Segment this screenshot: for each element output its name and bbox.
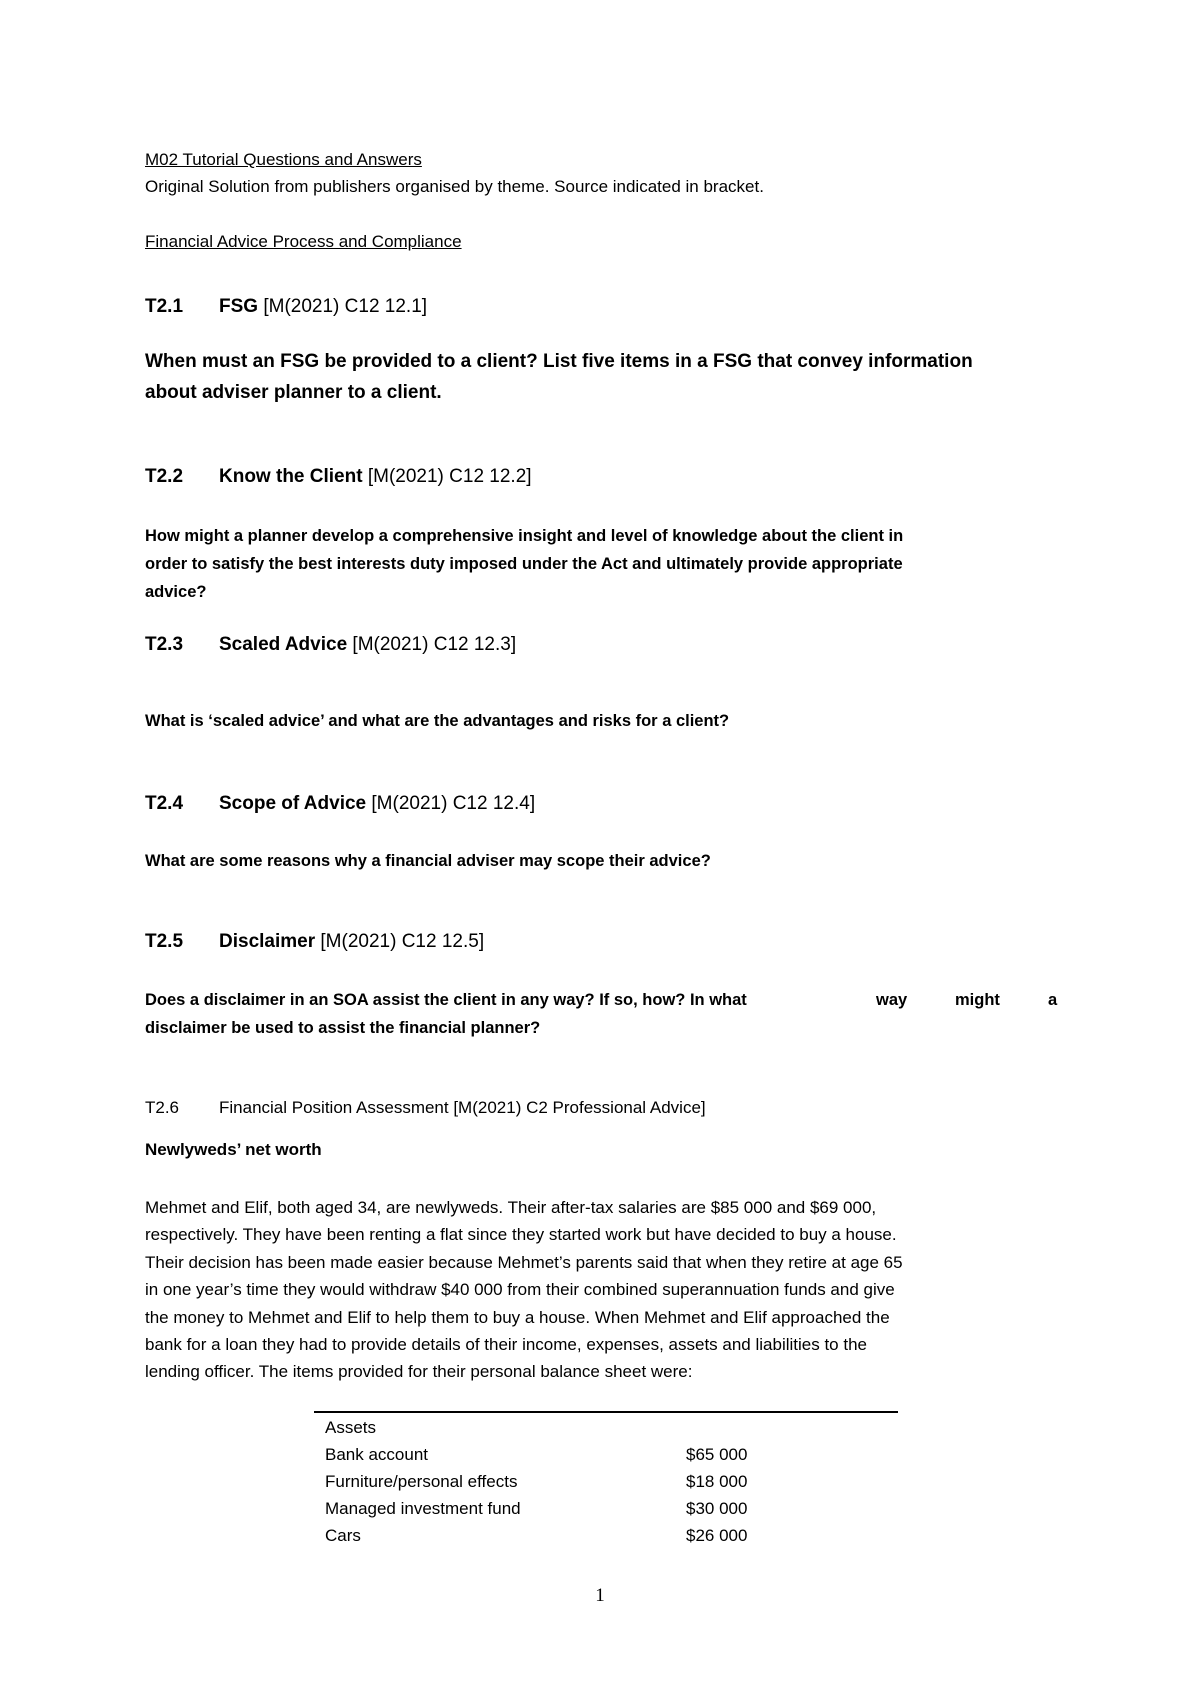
- q5-word: might: [955, 991, 1000, 1009]
- q4-source: [M(2021) C12 12.4]: [371, 793, 536, 814]
- q1-source: [M(2021) C12 12.1]: [263, 296, 428, 317]
- section-heading: Financial Advice Process and Compliance: [145, 232, 462, 251]
- q3-number: T2.3: [145, 634, 184, 655]
- q5-word: a: [1048, 991, 1058, 1009]
- paragraph-line: Their decision has been made easier because Mehmet’s parents said that when they retire at age 65: [145, 1252, 903, 1272]
- q3-source: [M(2021) C12 12.3]: [352, 634, 517, 655]
- q2-number: T2.2: [145, 466, 184, 487]
- table-row-amount: $26 000: [686, 1526, 748, 1545]
- q5-number: T2.5: [145, 931, 184, 952]
- q4-text: What are some reasons why a financial adviser may scope their advice?: [145, 852, 711, 870]
- q5-word: way: [876, 991, 908, 1009]
- q1-line: When must an FSG be provided to a client? List five items in a FSG that convey information: [145, 351, 973, 372]
- q3-title: [219, 634, 516, 656]
- q3-title-bold: Scaled Advice: [219, 634, 348, 655]
- table-row-amount: $18 000: [686, 1472, 748, 1491]
- paragraph-line: bank for a loan they had to provide details of their income, expenses, assets and liabilities to the: [145, 1335, 867, 1355]
- q1-line: about adviser planner to a client.: [145, 382, 442, 403]
- table-heading: Assets: [325, 1418, 377, 1437]
- q5-line: Does a disclaimer in an SOA assist the client in any way? If so, how? In what: [145, 991, 747, 1009]
- paragraph-line: the money to Mehmet and Elif to help them to buy a house. When Mehmet and Elif approached the: [145, 1307, 890, 1327]
- q1-number: T2.1: [145, 296, 184, 317]
- doc-subtitle: Original Solution from publishers organised by theme. Source indicated in bracket.: [145, 177, 764, 196]
- paragraph-line: in one year’s time they would withdraw $40 000 from their combined superannuation funds and give: [145, 1280, 895, 1300]
- table-top-rule: [314, 1411, 898, 1413]
- table-row-item: Furniture/personal effects: [325, 1472, 518, 1491]
- q2-text: [145, 522, 903, 606]
- q2-source: [M(2021) C12 12.2]: [367, 466, 532, 487]
- q5-title-bold: Disclaimer: [219, 931, 316, 952]
- paragraph-line: respectively. They have been renting a flat since they started work but have decided to buy a house.: [145, 1225, 897, 1245]
- q3-text: What is ‘scaled advice’ and what are the advantages and risks for a client?: [145, 712, 730, 730]
- q2-line: order to satisfy the best interests duty imposed under the Act and ultimately provide appropriate: [145, 555, 903, 573]
- table-row-amount: $30 000: [686, 1499, 748, 1518]
- paragraph-line: Mehmet and Elif, both aged 34, are newlyweds. Their after-tax salaries are $85 000 and $69 000,: [145, 1198, 877, 1217]
- q4-number: T2.4: [145, 793, 184, 814]
- q2-line: How might a planner develop a comprehensive insight and level of knowledge about the client in: [145, 527, 904, 545]
- table-row-item: Bank account: [325, 1445, 429, 1464]
- q1-text: [145, 346, 973, 408]
- paragraph-line: lending officer. The items provided for their personal balance sheet were:: [145, 1362, 693, 1382]
- doc-title: M02 Tutorial Questions and Answers: [145, 150, 422, 169]
- q2-line: advice?: [145, 583, 207, 601]
- q2-title: [219, 466, 532, 488]
- q6-number: T2.6: [145, 1098, 180, 1117]
- q6-subheading: Newlyweds’ net worth: [145, 1140, 322, 1159]
- table-row-item: Managed investment fund: [325, 1499, 521, 1518]
- q1-title: [219, 296, 427, 318]
- q5-line: disclaimer be used to assist the financial planner?: [145, 1019, 541, 1037]
- table-row-amount: $65 000: [686, 1445, 748, 1464]
- q1-title-bold: FSG: [219, 296, 259, 317]
- page-number: 1: [595, 1585, 605, 1606]
- q5-source: [M(2021) C12 12.5]: [320, 931, 485, 952]
- q5-title: [219, 931, 484, 953]
- q4-title: [219, 793, 535, 815]
- q2-title-bold: Know the Client: [219, 466, 363, 487]
- q6-paragraph: [145, 1194, 903, 1386]
- table-row-item: Cars: [325, 1526, 361, 1545]
- q4-title-bold: Scope of Advice: [219, 793, 367, 814]
- q6-title: Financial Position Assessment [M(2021) C2 Professional Advice]: [219, 1098, 706, 1117]
